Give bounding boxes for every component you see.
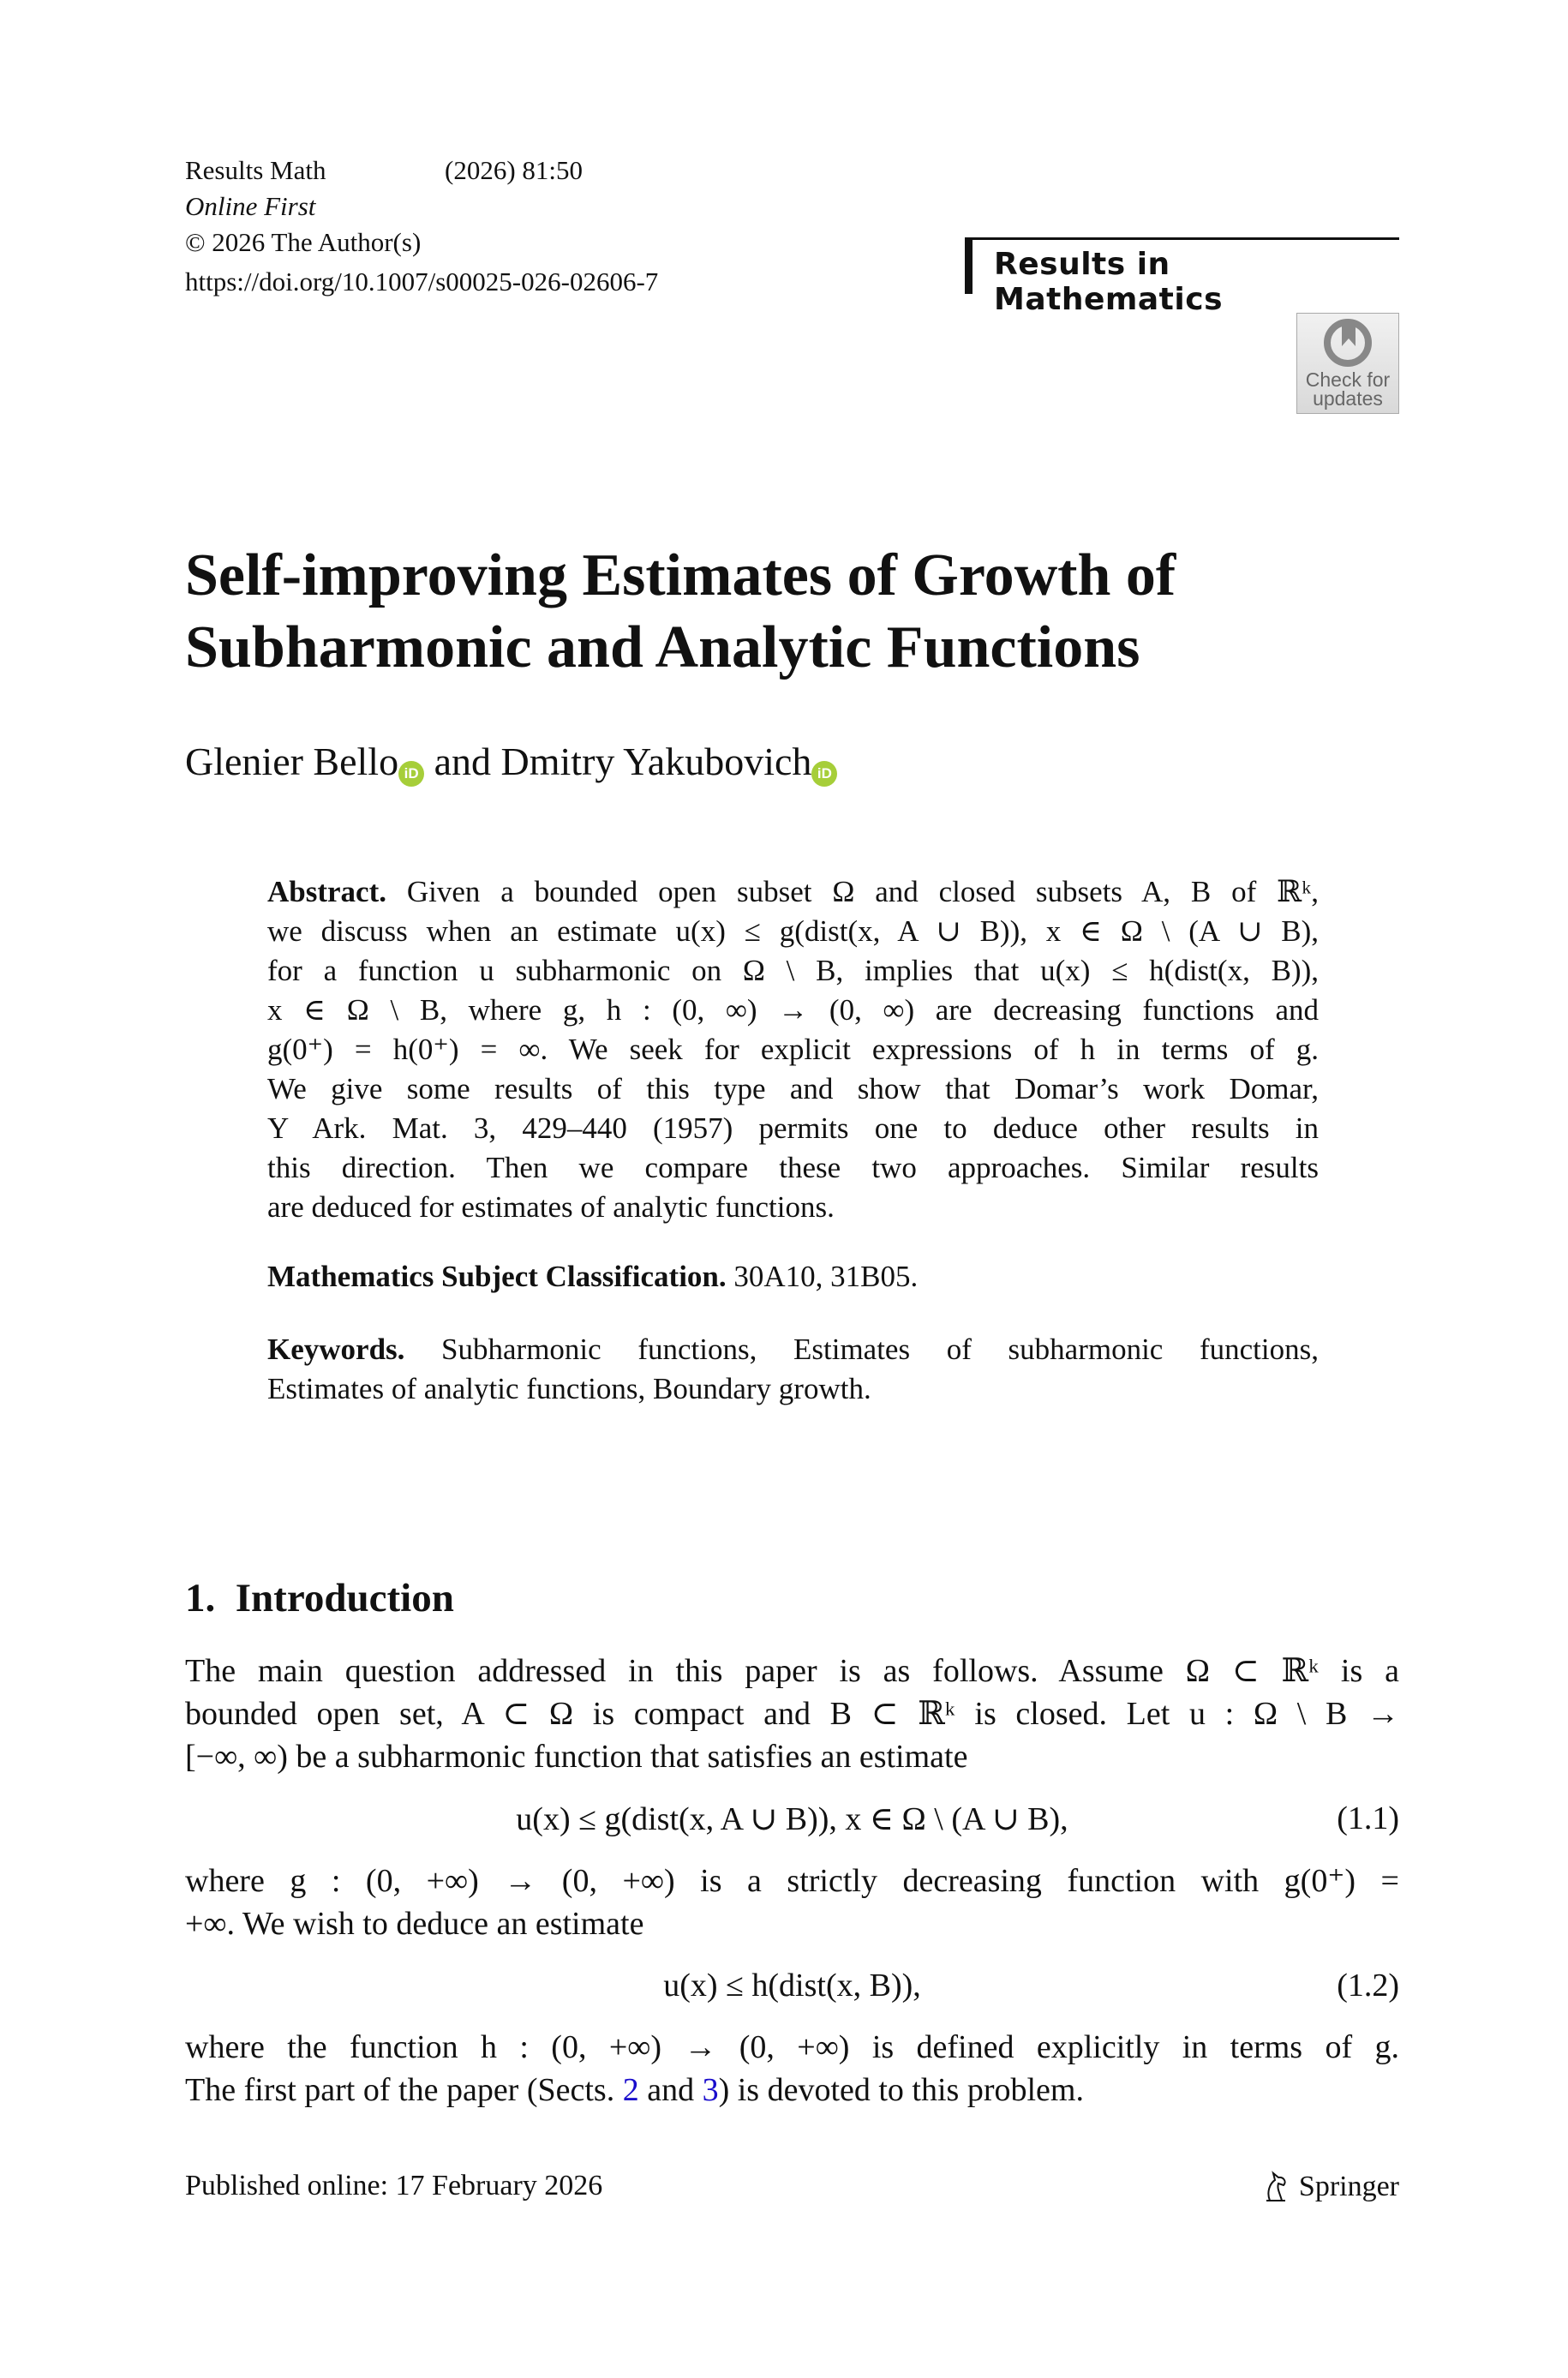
section-link[interactable]: 3 xyxy=(702,2072,719,2108)
abstract-line: we discuss when an estimate u(x) ≤ g(dist(x, A ∪ B)), x ∈ Ω \ (A ∪ B), xyxy=(267,914,1319,948)
abstract xyxy=(267,872,1319,1227)
journal-banner xyxy=(965,237,1399,317)
abstract-line: are deduced for estimates of analytic functions. xyxy=(267,1190,835,1224)
badge-line: updates xyxy=(1313,387,1383,410)
abstract-line: Given a bounded open subset Ω and closed subsets A, B of ℝᵏ, xyxy=(386,875,1319,908)
equation-number: (1.1) xyxy=(1337,1800,1399,1836)
volume: (2026) 81:50 xyxy=(445,155,584,185)
author-name[interactable]: and Dmitry Yakubovich xyxy=(424,740,812,783)
keywords-line: Estimates of analytic functions, Boundary growth. xyxy=(267,1372,871,1405)
keywords-label: Keywords. xyxy=(267,1333,405,1366)
subject-classification xyxy=(267,1260,918,1294)
text: The first part of the paper (Sects. xyxy=(185,2072,623,2108)
orcid-icon[interactable]: iD xyxy=(398,761,424,787)
msc-label: Mathematics Subject Classification. xyxy=(267,1260,727,1293)
section-link[interactable]: 2 xyxy=(622,2072,639,2108)
published-date: Published online: 17 February 2026 xyxy=(185,2170,603,2201)
text-line: +∞. We wish to deduce an estimate xyxy=(185,1906,644,1942)
equation-body: u(x) ≤ g(dist(x, A ∪ B)), x ∈ Ω \ (A ∪ B), xyxy=(516,1801,1068,1837)
title-line: Self-improving Estimates of Growth of xyxy=(185,542,1176,608)
authors xyxy=(185,739,837,787)
paper-title xyxy=(185,540,1427,684)
section-number: 1. xyxy=(185,1576,216,1620)
keywords xyxy=(267,1330,1319,1409)
online-status: Online First xyxy=(185,191,316,221)
journal-citation xyxy=(185,153,584,189)
journal-name: Results in Mathematics xyxy=(994,247,1223,317)
journal-short: Results Math xyxy=(185,155,326,185)
bookmark-icon xyxy=(1324,319,1372,367)
orcid-icon[interactable]: iD xyxy=(811,761,837,787)
text-line xyxy=(185,2069,1399,2111)
msc-value: 30A10, 31B05. xyxy=(726,1260,919,1293)
author-name[interactable]: Glenier Bello xyxy=(185,740,399,783)
keywords-line: Subharmonic functions, Estimates of subharmonic functions, xyxy=(404,1333,1319,1366)
text: ) is devoted to this problem. xyxy=(718,2072,1084,2108)
springer-horse-icon xyxy=(1260,2170,1292,2204)
text-line: [−∞, ∞) be a subharmonic function that satisfies an estimate xyxy=(185,1739,968,1775)
section-heading xyxy=(185,1575,454,1621)
abstract-line: for a function u subharmonic on Ω \ B, implies that u(x) ≤ h(dist(x, B)), xyxy=(267,954,1319,987)
text-line: The main question addressed in this paper is as follows. Assume Ω ⊂ ℝᵏ is a xyxy=(185,1653,1399,1689)
check-for-updates-badge[interactable] xyxy=(1296,313,1399,414)
paragraph xyxy=(185,2026,1399,2111)
abstract-label: Abstract. xyxy=(267,875,386,908)
text-line: where g : (0, +∞) → (0, +∞) is a strictly decreasing function with g(0⁺) = xyxy=(185,1863,1399,1899)
text-line: where the function h : (0, +∞) → (0, +∞) is defined explicitly in terms of g. xyxy=(185,2029,1399,2065)
doi-link[interactable]: https://doi.org/10.1007/s00025-026-02606-7 xyxy=(185,267,659,297)
section-title: Introduction xyxy=(235,1576,454,1620)
paragraph xyxy=(185,1650,1399,1778)
equation-body: u(x) ≤ h(dist(x, B)), xyxy=(663,1968,921,2004)
abstract-line: g(0⁺) = h(0⁺) = ∞. We seek for explicit expressions of h in terms of g. xyxy=(267,1033,1319,1066)
badge-line: Check for xyxy=(1305,368,1391,391)
title-line: Subharmonic and Analytic Functions xyxy=(185,614,1140,680)
copyright: © 2026 The Author(s) xyxy=(185,227,422,257)
equation-number: (1.2) xyxy=(1337,1968,1399,2004)
text: and xyxy=(638,2072,703,2108)
abstract-line: We give some results of this type and show that Domar’s work Domar, xyxy=(267,1072,1319,1105)
springer-logo xyxy=(1260,2170,1399,2204)
abstract-line: Y Ark. Mat. 3, 429–440 (1957) permits one to deduce other results in xyxy=(267,1111,1319,1145)
publisher-name: Springer xyxy=(1298,2171,1399,2202)
abstract-line: this direction. Then we compare these two approaches. Similar results xyxy=(267,1151,1319,1184)
text-line: bounded open set, A ⊂ Ω is compact and B ⊂ ℝᵏ is closed. Let u : Ω \ B → xyxy=(185,1696,1399,1732)
abstract-line: x ∈ Ω \ B, where g, h : (0, ∞) → (0, ∞) are decreasing functions and xyxy=(267,993,1319,1027)
paragraph xyxy=(185,1860,1399,1945)
